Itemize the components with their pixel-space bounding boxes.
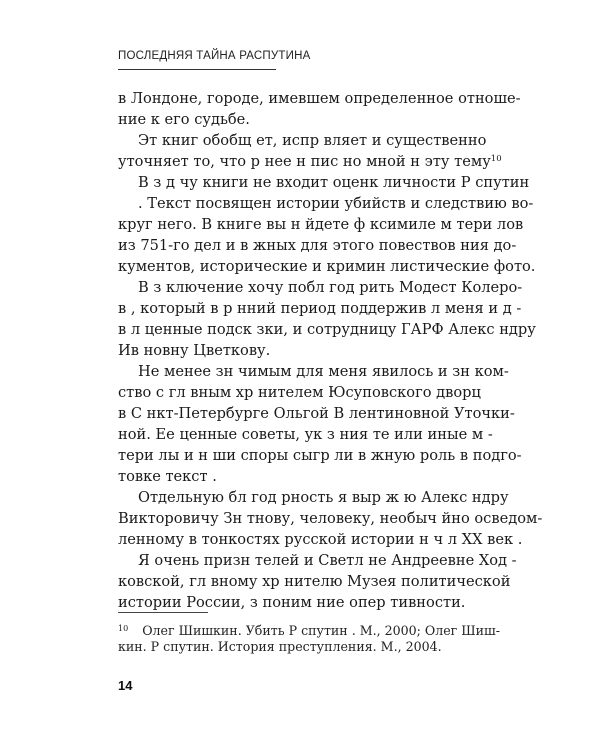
text-line: в Лондоне, городе, имевшем определенное отноше-	[118, 90, 521, 107]
header-rule	[118, 69, 276, 70]
text-line: В з ключение хочу побл год рить Модест Колеро-	[138, 279, 523, 296]
text-line: ство с гл вным хр нителем Юсуповского дворц	[118, 384, 481, 401]
text-line: Я очень призн телей и Светл не Андреевне Ход -	[138, 552, 517, 569]
footnote-reference[interactable]: 10	[490, 154, 502, 164]
footnote-line	[118, 620, 501, 638]
text-line: ние к его судьбе.	[118, 111, 250, 128]
text-line: ной. Ее ценные советы, ук з ния те или иные м -	[118, 426, 493, 443]
text-line: ленному в тонкостях русской истории н ч л XX век .	[118, 531, 523, 548]
footnote-rule	[118, 612, 208, 613]
text-line: круг него. В книге вы н йдете ф ксимиле м тери лов	[118, 216, 524, 233]
main-text	[118, 88, 543, 613]
text-line: товке текст .	[118, 468, 217, 485]
page-number: 14	[118, 678, 133, 693]
text-line: ковской, гл вному хр нителю Музея политической	[118, 573, 511, 590]
footnote-number: 10	[118, 624, 129, 633]
text-line-with-ref	[118, 151, 502, 172]
text-line: кументов, исторические и кримин листические фото.	[118, 258, 536, 275]
text-line: в , который в р нний период поддержив л меня и д -	[118, 300, 522, 317]
footnote-line: кин. Р спутин. История преступления. М., 2004.	[118, 639, 442, 654]
footnote-text: Олег Шишкин. Убить Р спутин . М., 2000; Олег Шиш-	[142, 623, 501, 638]
text-line: Викторовичу Зн тнову, человеку, необыч йно осведом-	[118, 510, 543, 527]
text-line: В з д чу книги не входит оценк личности Р спутин	[138, 174, 530, 191]
text-line: истории России, з поним ние опер тивности.	[118, 594, 466, 611]
running-title: ПОСЛЕДНЯЯ ТАЙНА РАСПУТИНА	[118, 50, 311, 62]
text-line: Эт книг обобщ ет, испр вляет и существенно	[138, 132, 487, 149]
text-line: Не менее зн чимым для меня явилось и зн ком-	[138, 363, 509, 380]
footnote	[118, 620, 501, 656]
text-line: из 751-го дел и в жных для этого повествов ния до-	[118, 237, 517, 254]
text-line: . Текст посвящен истории убийств и следствию во-	[138, 195, 534, 212]
text-line: в л ценные подск зки, и сотрудницу ГАРФ Алекс ндру	[118, 321, 536, 338]
text-line: Отдельную бл год рность я выр ж ю Алекс ндру	[138, 489, 509, 506]
text-line: Ив новну Цветкову.	[118, 342, 271, 359]
text-line: уточняет то, что р нее н пис но мной н эту тему	[118, 153, 491, 170]
text-line: в С нкт-Петербурге Ольгой В лентиновной Уточки-	[118, 405, 515, 422]
text-line: тери лы и н ши споры сыгр ли в жную роль в подго-	[118, 447, 522, 464]
